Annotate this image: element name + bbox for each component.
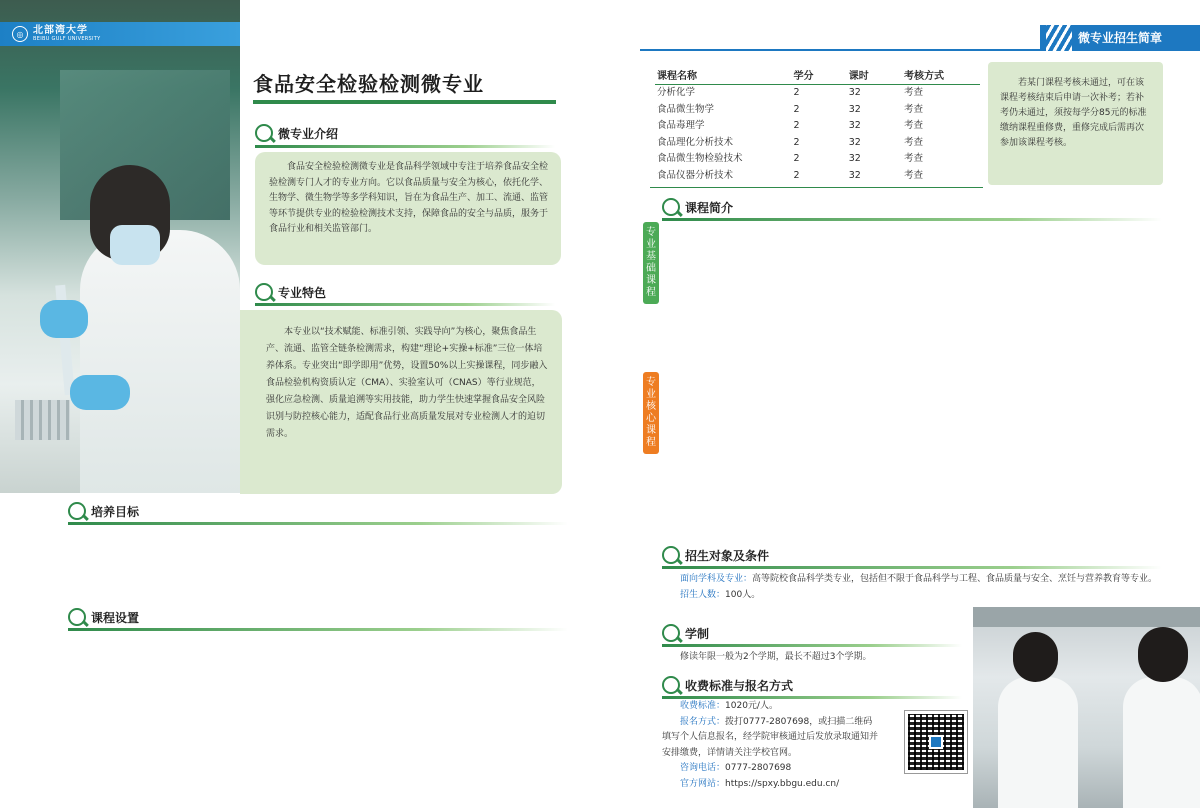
course-text: ：食品毒理学是食品安全专业重要课程，聚焦食品中有毒有害物质的毒性研究。课程系统讲解食品毒理学基础理论，剖析化学污染物、生物毒素等的毒性机制与危害，介绍急性毒性试验、风险评估等研究方法与安全性评价程序。 <box>677 330 1150 371</box>
table-cell: 32 <box>848 153 861 164</box>
section-features-heading <box>255 283 326 301</box>
table-header-row <box>655 65 980 85</box>
section-underline <box>662 644 962 647</box>
course-text: ：课程系统讲授食品营养成分、添加剂、污染物等检测原理与方法，涵盖化学分析法、仪器分析法等内容。通过理论教学与实验实训结合，学生能掌握食品样品采集处理、仪器操作、数据处理等技能，为食品质量检测、安全把控提供技术支撑，培养学生成为食品分析检测领域的专业人才。 <box>677 389 1150 430</box>
qr-center-logo <box>929 735 943 749</box>
site-line <box>662 777 902 793</box>
university-name-cn: 北部湾大学 <box>33 25 88 36</box>
university-name-en: BEIBU GULF UNIVERSITY <box>33 36 101 42</box>
title-rule <box>253 100 556 104</box>
site-link[interactable]: https://spxy.bbgu.edu.cn/ <box>725 778 840 789</box>
section-underline <box>255 303 555 306</box>
course-name: 《食品毒理学》 <box>695 330 754 340</box>
table-header: 课程名称 <box>655 65 792 85</box>
course-text: ：使学生掌握食品微生物学的基本理论、知识和技能，理解微生物与食品的相互关系，包括微生物在食品加工中的应用以及在食品贮藏过程中引起的腐败变质机制；熟悉食源性病原微生物的种类、致病机理以及食品安全控制措施。 <box>677 283 1150 325</box>
lab-photo-left <box>0 0 240 493</box>
duration-text: 修读年限一般为2个学期，最长不超过3个学期。 <box>680 652 872 662</box>
fee-value: 1020元/人。 <box>725 701 778 711</box>
fume-hood <box>973 607 1200 627</box>
apply-line-3: 安排缴费，详情请关注学校官网。 <box>662 747 798 758</box>
section-underline <box>662 566 1162 569</box>
table-cell: 考查 <box>904 120 924 131</box>
table-header: 学分 <box>792 65 847 85</box>
table-cell: 食品微生物学 <box>657 103 715 115</box>
tab-label: 专 业 基 础 课 程 <box>646 227 656 298</box>
table-cell: 32 <box>848 120 861 131</box>
section-title: 学制 <box>685 626 710 641</box>
section-title: 微专业介绍 <box>278 126 339 141</box>
fee-label: 收费标准： <box>680 701 726 711</box>
exam-note-text: 若某门课程考核未通过，可在该课程考核结束后申请一次补考；若补考仍未通过，须按每学分85元的标准缴纳课程重修费，重修完成后需再次参加该课程考核。 <box>1000 78 1147 148</box>
course-desc <box>677 282 1150 329</box>
magnifier-icon <box>662 624 680 642</box>
magnifier-icon <box>662 198 680 216</box>
table-cell: 食品仪器分析技术 <box>657 169 734 181</box>
table-cell: 2 <box>793 120 800 131</box>
tab-core-courses <box>643 372 659 454</box>
curriculum-p4: 实践教学：通过实验、实训、实习等环节，让学生在实际操作中熟练掌握食品检验检测的流程和技能，包括食品样品的采集与处理、检测方法的选择与应用、检测数据的处理与分析等。同时，还会涉及到实验室管理、质量控制与行业规范等方面的实践训练。 <box>67 701 554 742</box>
section-goals-heading <box>68 502 139 520</box>
fees-block <box>662 699 902 792</box>
table-header: 考核方式 <box>902 65 980 85</box>
curriculum-p2: 专业基础课程：包括分析化学、食品微生物学、食品毒理学，为学生提供扎实的化学、生物学基础理论知识。 <box>85 654 518 665</box>
course-desc <box>677 328 1150 375</box>
course-name: 《分析化学》 <box>695 237 745 247</box>
course-desc <box>677 434 1150 496</box>
intro-box <box>255 152 561 265</box>
phone-line <box>662 761 902 777</box>
tab-label: 专 业 核 心 课 程 <box>646 377 656 448</box>
table-cell: 食品毒理学 <box>657 120 705 131</box>
exam-note-box <box>988 62 1163 185</box>
section-duration-heading <box>662 624 709 642</box>
section-fees-heading <box>662 676 793 694</box>
student-head <box>1013 632 1058 682</box>
magnifier-icon <box>255 124 273 142</box>
magnifier-icon <box>255 283 273 301</box>
course-desc <box>677 496 1150 543</box>
section-title: 课程设置 <box>91 610 140 625</box>
curriculum-p3: 专业核心课程：食品理化分析技术、食品微生物检验技术、食品仪器分析技术，使学生掌握食品检验检测的核心技术和方法。 <box>67 670 554 696</box>
lab-coat <box>1123 677 1200 808</box>
section-course-intro-heading <box>662 198 733 216</box>
features-text: 本专业以“技术赋能、标准引领、实践导向”为核心，聚焦食品生产、流通、监管全链条检测需求，构建“理论+实操+标准”三位一体培养体系。专业突出“即学即用”优势，设置50%以上实操课程，同步融入食品检验机构资质认定（CMA）、实验室认可（CNAS）等行业规范，强化应急检测、质量追溯等实用技能，助力学生快速掌握食品安全风险识别与防控核心能力，适配食品行业高质量发展对专业检测人才的迫切需求。 <box>266 327 548 439</box>
site-label: 官方网站： <box>680 778 726 789</box>
magnifier-icon <box>662 676 680 694</box>
university-emblem-icon: ◎ <box>12 26 28 42</box>
course-name: 《食品微生物学》 <box>695 283 763 294</box>
student-head <box>1138 627 1188 682</box>
table-cell: 考查 <box>904 87 924 98</box>
course-name: 《食品微生物分析技术》 <box>695 435 790 446</box>
enrollment-target <box>662 572 1162 588</box>
magnifier-icon <box>662 546 680 564</box>
course-text: ：本课程是食品安全检测领域的核心课程，系统讲解现代食品分析仪器的原理、操作及应用。主要内容包括光谱技术、色谱技术及快速检测方法，重点培养学生在农残、重金属、添加剂等检测中的实操能力。通过理论讲解、实验操作和案例分析，为从事食品质检、第三方检测或科研工作奠定基础。 <box>677 497 1150 539</box>
table-row <box>655 118 980 135</box>
section-title: 专业特色 <box>278 285 327 300</box>
apply-line-2: 填写个人信息报名，经学院审核通过后发放录取通知并 <box>662 732 879 742</box>
basic-courses-panel <box>650 212 1163 371</box>
table-cell: 考查 <box>904 136 924 148</box>
table-cell: 分析化学 <box>657 87 696 98</box>
enrollment-target-label: 面向学科及专业： <box>680 574 753 584</box>
section-title: 培养目标 <box>91 504 140 519</box>
header-stripes <box>1046 25 1072 51</box>
table-row <box>655 102 980 119</box>
table-cell: 2 <box>793 169 800 181</box>
magnifier-icon <box>68 608 86 626</box>
core-courses-panel <box>650 378 1163 540</box>
enrollment-target-text: 高等院校食品科学类专业，包括但不限于食品科学与工程、食品质量与安全、烹饪与营养教育等专业。 <box>752 574 1158 584</box>
glove <box>70 375 130 410</box>
table-row <box>655 85 980 102</box>
fee-line <box>662 699 902 715</box>
table-cell: 32 <box>848 136 861 148</box>
apply-text: 拨打0777-2807698，或扫描二维码 <box>725 716 873 727</box>
curriculum-panel <box>52 620 572 766</box>
university-logo <box>12 25 101 43</box>
table-cell: 2 <box>793 103 800 115</box>
enrollment-count-value: 100人。 <box>725 589 761 600</box>
section-underline <box>68 522 568 525</box>
table-cell: 32 <box>848 169 861 181</box>
magnifier-icon <box>68 502 86 520</box>
enrollment-block <box>662 572 1162 603</box>
course-desc <box>677 235 1150 282</box>
table-cell: 食品理化分析技术 <box>657 136 734 148</box>
apply-label: 报名方式： <box>680 716 726 727</box>
table-cell: 32 <box>848 103 861 115</box>
course-desc <box>677 387 1150 434</box>
table-cell: 考查 <box>904 103 924 115</box>
section-underline <box>662 218 1162 221</box>
course-table <box>655 65 980 184</box>
page-title: 食品安全检验检测微专业 <box>253 72 484 96</box>
phone-value[interactable]: 0777-2807698 <box>725 763 792 773</box>
lab-coat <box>998 677 1078 808</box>
section-curriculum-heading <box>68 608 139 626</box>
section-underline <box>68 628 568 631</box>
glove <box>40 300 88 338</box>
face-mask <box>110 225 160 265</box>
table-row <box>655 135 980 152</box>
table-cell: 考查 <box>904 153 924 164</box>
features-box <box>240 310 562 494</box>
course-name: 《食品理化分析技术》 <box>695 389 781 399</box>
table-header: 课时 <box>847 65 902 85</box>
course-text: ：课程围绕食品微生物的分离、培养、鉴定及定量检测展开，系统讲解无菌操作、平板计数、生化鉴定等传统方法，以及PCR、基因测序等现代分子生物学技术。通过课程学习，学生将掌握食品微生物检验流程，熟悉食品微生物检测标准与规范，具备分析和解决食品微生物污染问题的能力，为保障食品质量安全奠定坚实基础。 <box>677 435 1145 492</box>
course-name: 《食品仪器分析技术》 <box>695 497 781 508</box>
header-rule-right <box>640 49 1040 51</box>
table-cell: 食品微生物检验技术 <box>657 153 743 164</box>
section-underline <box>255 145 555 148</box>
section-title: 招生对象及条件 <box>685 548 770 563</box>
table-cell: 2 <box>793 87 800 98</box>
duration-block <box>662 650 962 666</box>
table-cell: 32 <box>848 87 861 98</box>
course-text: ：分析化学是研究物质化学组成和结构的分析方法及有关理论的一门学科，旨在培养学生掌握各种分析方法的基本原理、实验技能和数据处理方法，使学生具备对食品及其相关物质进行定性、定量分析的能力，为后续学习食品专业课程以及从事食品分析检测、质量控制等工作奠定坚实的基础。 <box>677 237 1150 278</box>
test-tube-rack <box>15 400 70 440</box>
tab-basic-courses <box>643 222 659 304</box>
table-cell: 2 <box>793 136 800 148</box>
section-title: 课程简介 <box>685 200 734 215</box>
phone-label: 咨询电话： <box>680 763 726 773</box>
table-cell: 2 <box>793 153 800 164</box>
intro-text: 食品安全检验检测微专业是食品科学领域中专注于培养食品安全检验检测专门人才的专业方向。它以食品质量与安全为核心，依托化学、生物学、微生物学等多学科知识，旨在为食品生产、加工、流通、监管等环节提供专业的检验检测技术支持，保障食品的安全与品质，服务于食品行业和相关监管部门。 <box>269 162 549 234</box>
brochure-title: 微专业招生简章 <box>1078 31 1163 45</box>
section-title: 收费标准与报名方式 <box>685 678 794 693</box>
lab-photo-right <box>973 607 1200 808</box>
lab-coat <box>80 230 240 493</box>
curriculum-p1: 食品安全检验检测微专业的课程体系通常由专业基础课程、专业核心课程、实践教学环节三部分组成： <box>85 639 491 649</box>
enrollment-count <box>662 588 1162 604</box>
section-enrollment-heading <box>662 546 769 564</box>
table-cell: 考查 <box>904 169 924 181</box>
enrollment-count-label: 招生人数： <box>680 589 726 600</box>
table-row <box>655 151 980 168</box>
table-row <box>655 168 980 185</box>
goals-text: 培养德智体美劳全面发展，掌握扎实的食品安全检验检测基础理论知识和实践技能，具备食品检测分析、检测实验室管理、质量认证认可等能力，熟悉食品相关法律法规和标准，具有工匠精神和信息素养，能够在食品检验检测机构、食品生产企业、食品质量监督管理部门等单位，从事食品检验检测、食用农产品检验检测、食品质量控制与安全管理等工作的高素质应用型人才。 <box>67 531 554 588</box>
section-intro-heading <box>255 124 338 142</box>
apply-line <box>662 715 902 731</box>
